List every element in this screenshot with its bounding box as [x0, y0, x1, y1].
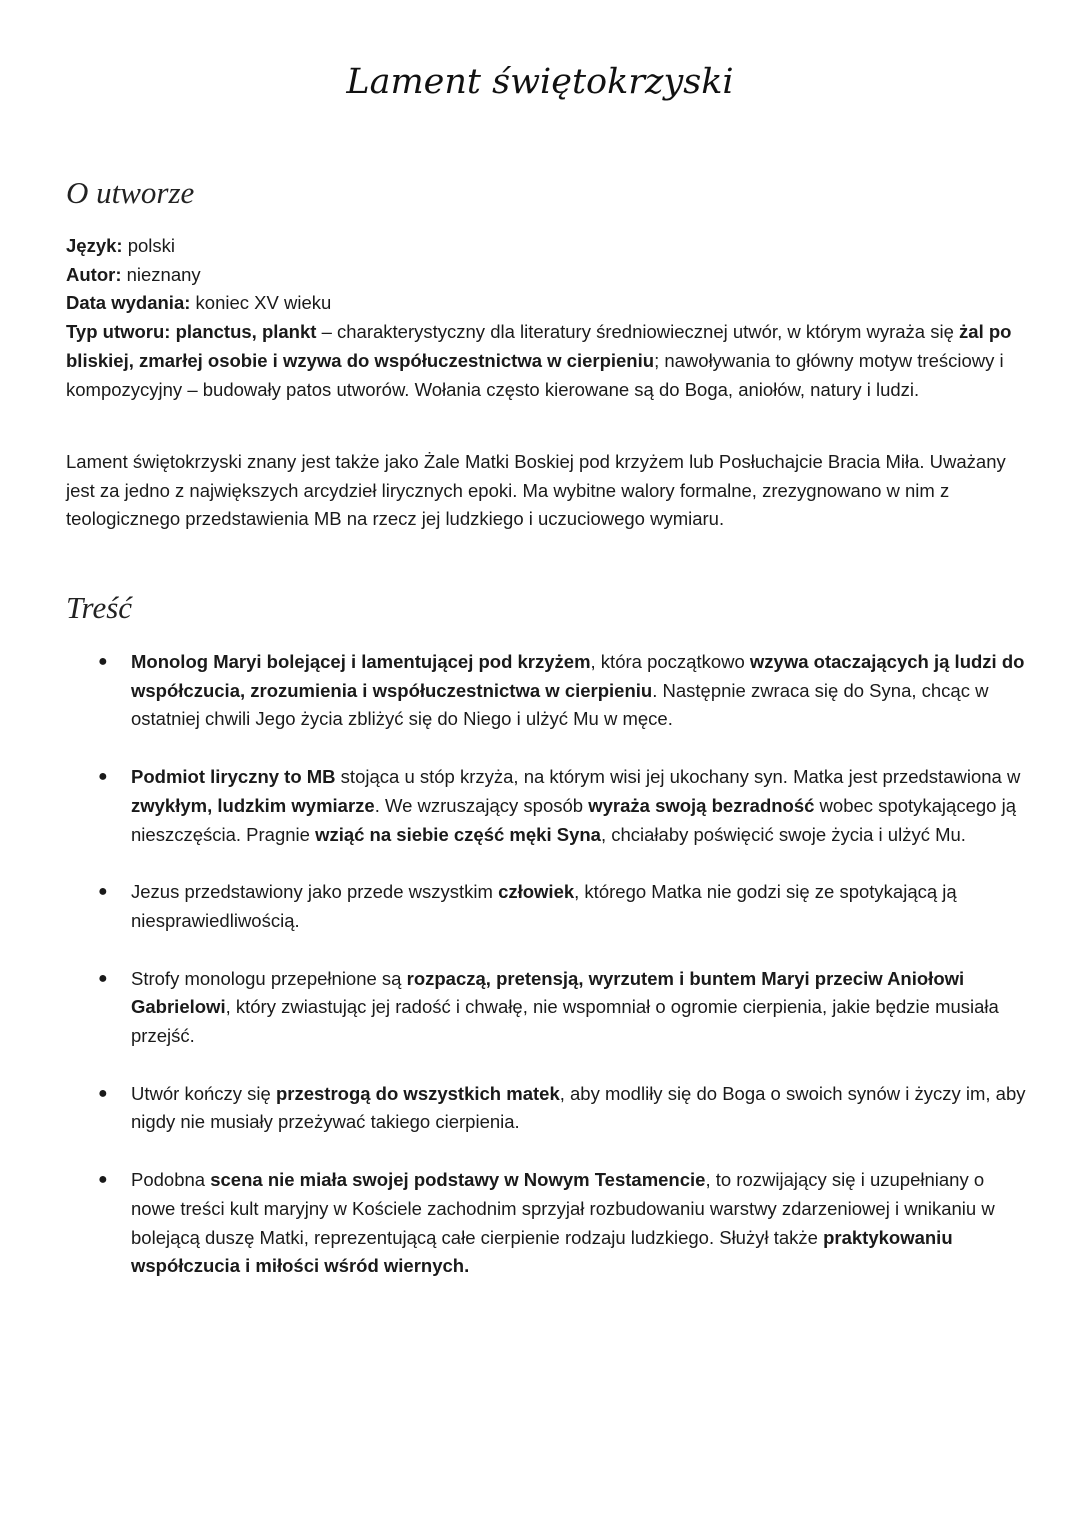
bullet-icon: ● — [98, 653, 108, 670]
field-date: Data wydania: koniec XV wieku — [66, 292, 332, 314]
metadata-block — [66, 232, 1016, 404]
content-bullet-list — [66, 648, 1026, 1310]
bullet-icon: ● — [98, 1171, 108, 1189]
field-author: Autor: nieznany — [66, 263, 201, 285]
bullet-icon: ● — [98, 768, 108, 786]
bullet-item: ● Monolog Maryi bolejącej i lamentującej pod krzyżem, która początkowo wzywa otaczających ją ludzi do współczucia, zrozumienia i współuczestnictwa w cierpieniu. Następnie zwraca się do Syna, chcąc w ostatniej chwili Jego życia zbliżyć się do Niego i ulżyć Mu w męce. — [66, 648, 1026, 734]
field-language: Język: polski — [66, 235, 176, 256]
bullet-item: ● Podmiot liryczny to MB stojąca u stóp krzyża, na którym wisi jej ukochany syn. Matka jest przedstawiona w zwykłym, ludzkim wymiarze. We wzruszający sposób wyraża swoją bezradność wobec spotykającego ją nieszczęścia. Pragnie wziąć na siebie część męki Syna, chciałaby poświęcić swoje życia i ulżyć Mu. — [66, 763, 1026, 849]
bullet-icon: ● — [98, 969, 108, 987]
bullet-item: ● Podobna scena nie miała swojej podstawy w Nowym Testamencie, to rozwijający się i uzupełniany o nowe treści kult maryjny w Kościele zachodnim sprzyjał rozbudowaniu warstwy zdarzeniowej i wnikaniu w bolejącą duszę Matki, reprezentującą całe cierpienie rodzaju ludzkiego. Służył także praktykowaniu współczucia i miłości wśród wiernych. — [66, 1166, 1026, 1281]
bullet-item: ● Strofy monologu przepełnione są rozpaczą, pretensją, wyrzutem i buntem Maryi przeciw Aniołowi Gabrielowi, który zwiastując jej radość i chwałę, nie wspomniał o ogromie cierpienia, jakie będzie musiała przejść. — [66, 965, 1026, 1051]
bullet-icon: ● — [98, 1084, 108, 1102]
intro-paragraph: Lament świętokrzyski znany jest także jako Żale Matki Boskiej pod krzyżem lub Posłuchajcie Bracia Miła. Uważany jest za jedno z największych arcydzieł lirycznych epoki. Ma wybitne walory formalne, zrezygnowano w nim z teologicznego przedstawienia MB na rzecz jej ludzkiego i uczuciowego wymiaru. — [66, 451, 1006, 530]
section-heading-about: O utworze — [66, 175, 195, 210]
type-paragraph: Typ utworu: planctus, plankt – charakterystyczny dla literatury średniowiecznej utwór, w którym wyraża się żal po bliskiej, zmarłej osobie i wzywa do współuczestnictwa w cierpieniu; nawoływania to główny motyw treściowy i kompozycyjny – budowały patos utworów. Wołania często kierowane są do Boga, aniołów, natury i ludzi. — [66, 321, 1012, 400]
section-heading-content: Treść — [66, 590, 133, 625]
document-title: Lament świętokrzyski — [346, 62, 734, 102]
bullet-item: ● Jezus przedstawiony jako przede wszystkim człowiek, którego Matka nie godzi się ze spotykającą ją niesprawiedliwością. — [66, 878, 1026, 935]
bullet-item: ● Utwór kończy się przestrogą do wszystkich matek, aby modliły się do Boga o swoich synów i życzy im, aby nigdy nie musiały przeżywać takiego cierpienia. — [66, 1080, 1026, 1137]
bullet-icon: ● — [98, 883, 108, 901]
